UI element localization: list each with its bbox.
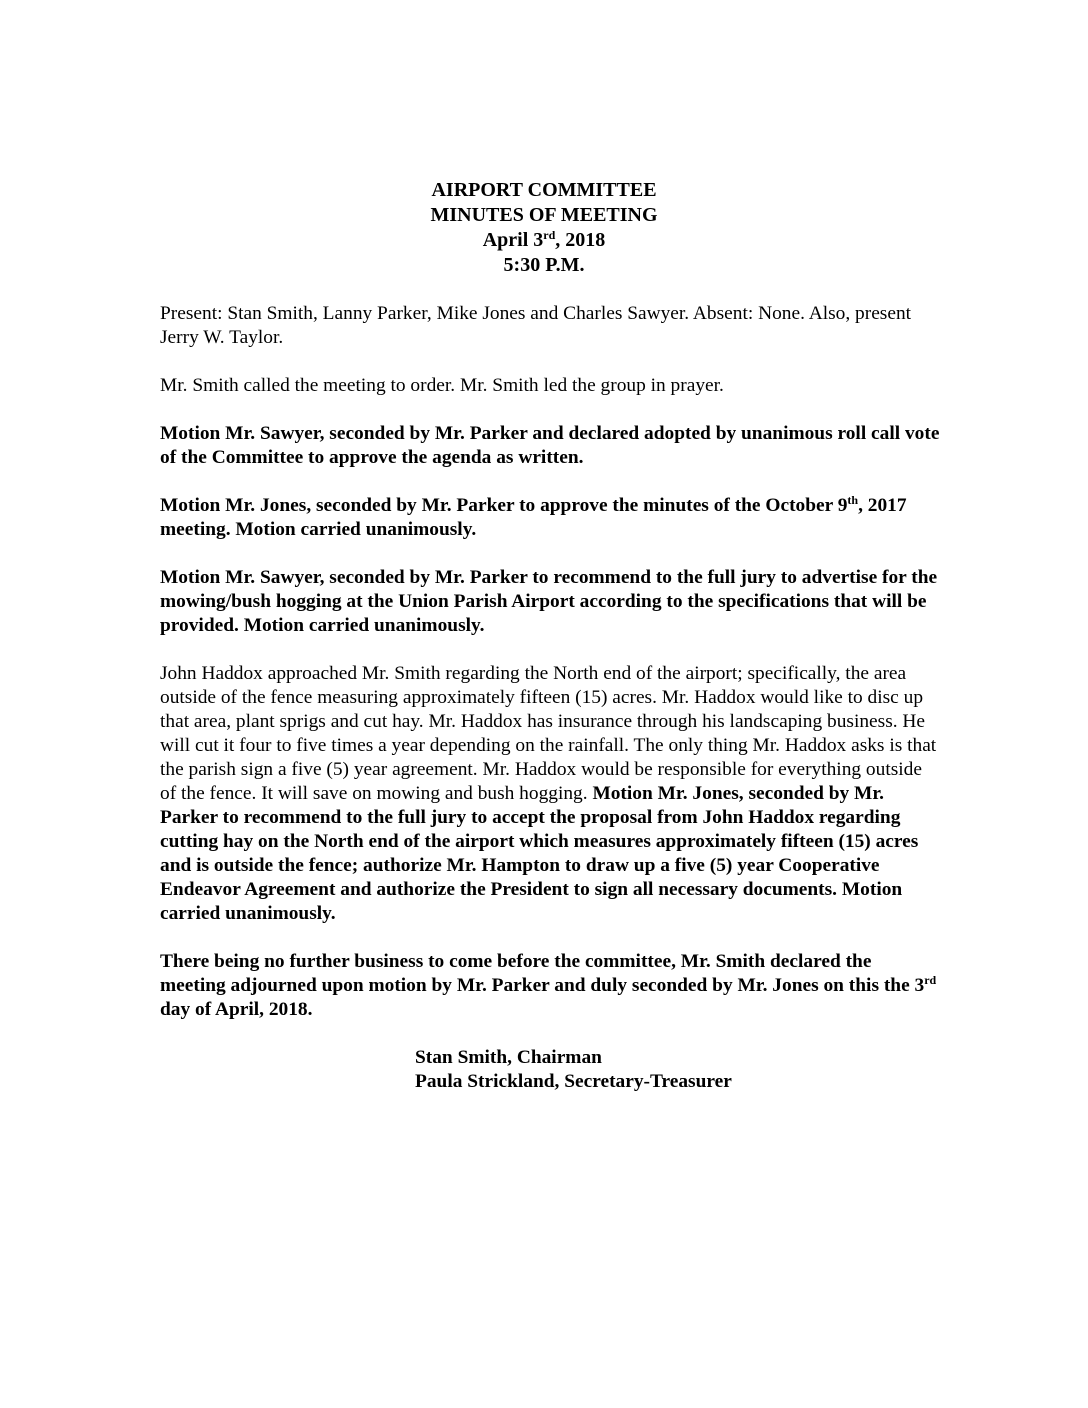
document-header: [0, 178, 1088, 278]
attendance-paragraph: Present: Stan Smith, Lanny Parker, Mike Jones and Charles Sawyer. Absent: None. Also, present Jerry W. Taylor.: [160, 303, 912, 348]
haddox-discussion: John Haddox approached Mr. Smith regarding the North end of the airport; specifically, the area outside of the fence measuring approximately fifteen (15) acres. Mr. Haddox would like to disc up that area, plant sprigs and cut hay. Mr. Haddox has insurance through his landscaping business. He will cut it four to five times a year depending on the rainfall. The only thing Mr. Haddox asks is that the parish sign a five (5) year agreement. Mr. Haddox would be responsible for everything outside of the fence. It will save on mowing and bush hogging.: [160, 663, 937, 804]
committee-title: AIRPORT COMMITTEE: [431, 179, 657, 201]
motion-mowing-paragraph: Motion Mr. Sawyer, seconded by Mr. Parker to recommend to the full jury to advertise for the mowing/bush hogging at the Union Parish Airport according to the specifications that will be provided. Motion carried unanimously.: [160, 567, 938, 636]
minutes-title: MINUTES OF MEETING: [430, 204, 658, 226]
chairman-signature: Stan Smith, Chairman: [415, 1047, 602, 1068]
meeting-time: 5:30 P.M.: [503, 254, 585, 276]
secretary-signature: Paula Strickland, Secretary-Treasurer: [415, 1071, 732, 1092]
meeting-date: April 3rd, 2018: [482, 228, 606, 251]
minutes-body: [160, 302, 940, 1094]
call-to-order-paragraph: Mr. Smith called the meeting to order. Mr. Smith led the group in prayer.: [160, 375, 724, 396]
motion-minutes-paragraph: Motion Mr. Jones, seconded by Mr. Parker to approve the minutes of the October 9th, 2017 meeting. Motion carried unanimously.: [160, 493, 907, 540]
signature-block: [415, 1046, 940, 1094]
haddox-paragraph: [160, 662, 940, 926]
haddox-motion: Motion Mr. Jones, seconded by Mr. Parker to recommend to the full jury to accept the proposal from John Haddox regarding cutting hay on the North end of the airport which measures approximately fifteen (15) acres and is outside the fence; authorize Mr. Hampton to draw up a five (5) year Cooperative Endeavor Agreement and authorize the President to sign all necessary documents. Motion carried unanimously.: [160, 783, 919, 924]
motion-agenda-paragraph: Motion Mr. Sawyer, seconded by Mr. Parker and declared adopted by unanimous roll call vote of the Committee to approve the agenda as written.: [160, 423, 940, 468]
adjournment-paragraph: There being no further business to come before the committee, Mr. Smith declared the meeting adjourned upon motion by Mr. Parker and duly seconded by Mr. Jones on this the 3rd day of April, 2018.: [160, 951, 937, 1020]
